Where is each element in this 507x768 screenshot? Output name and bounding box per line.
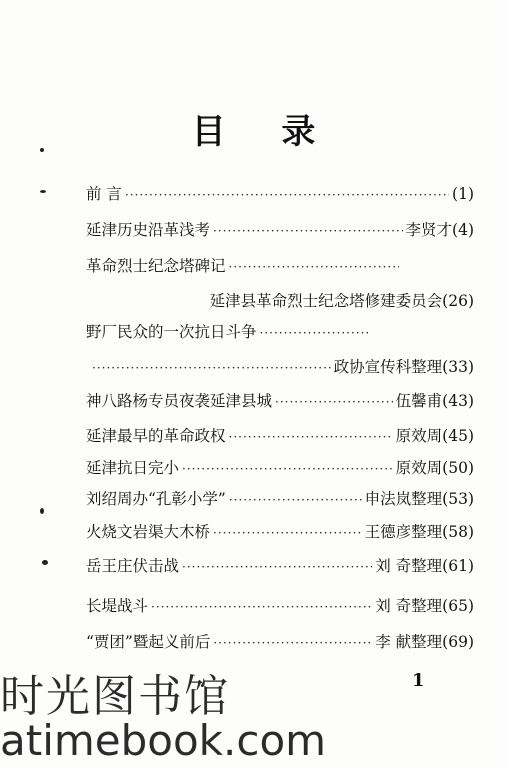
toc-entry-title: 延津抗日完小 <box>86 459 180 477</box>
scan-speck <box>40 190 46 193</box>
toc-entry <box>86 594 474 616</box>
toc-entry-title: 岳王庄伏击战 <box>86 557 180 575</box>
toc-entry <box>86 630 474 652</box>
leader-dots <box>125 188 449 202</box>
leader-dots <box>229 493 362 507</box>
toc-entry-title: 延津历史沿革浅考 <box>86 221 211 239</box>
scan-speck <box>40 148 44 152</box>
toc-entry-author: 刘 奇整理 <box>375 597 443 615</box>
toc-entry-page: (61) <box>442 557 474 575</box>
toc-entry-page: (65) <box>442 597 474 615</box>
toc-entry-page: (50) <box>442 459 474 477</box>
toc-entry-title: 长堤战斗 <box>86 597 149 615</box>
toc-entry-continuation <box>88 355 474 377</box>
toc-entry-page: (1) <box>452 185 474 203</box>
leader-dots <box>213 526 362 540</box>
toc-entry-title: 神八路杨专员夜袭延津县城 <box>86 392 273 410</box>
scan-speck <box>42 560 48 565</box>
toc-entry <box>86 424 474 446</box>
toc-entry-author: 刘 奇整理 <box>375 557 443 575</box>
leader-dots <box>182 560 372 574</box>
toc-entry-page: (53) <box>442 490 474 508</box>
toc-entry-author: 王德彦整理 <box>364 523 443 541</box>
toc-entry-title: 火烧文岩渠大木桥 <box>86 523 211 541</box>
leader-dots <box>182 462 393 476</box>
toc-entry <box>86 254 474 276</box>
leader-dots <box>151 600 372 614</box>
toc-entry-page: (33) <box>442 358 474 376</box>
toc-entry-author: 李 献整理 <box>375 633 443 651</box>
scan-speck <box>40 508 44 514</box>
page-title: 目 录 <box>191 112 338 152</box>
watermark-text: 时光图书馆 <box>0 671 230 722</box>
leader-dots <box>260 326 370 340</box>
toc-entry-page: (45) <box>442 427 474 445</box>
toc-entry-page: (26) <box>442 292 474 310</box>
toc-entry <box>86 554 474 576</box>
leader-dots <box>92 361 331 375</box>
leader-dots <box>229 430 393 444</box>
toc-entry-title: 前 言 <box>86 185 122 203</box>
toc-entry-title: 刘绍周办“孔彰小学” <box>86 490 226 508</box>
toc-entry-page: (4) <box>452 221 474 239</box>
toc-entry-author: 申法岚整理 <box>364 490 443 508</box>
toc-entry-page: (69) <box>442 633 474 651</box>
toc-entry-author: 政协宣传科整理 <box>333 358 443 376</box>
toc-entry <box>86 487 474 509</box>
leader-dots <box>275 395 393 409</box>
toc-entry <box>86 218 474 240</box>
toc-entry <box>86 456 474 478</box>
toc-entry-title: “贾团”暨起义前后 <box>86 633 211 651</box>
toc-entry-title: 野厂民众的一次抗日斗争 <box>86 323 257 341</box>
toc-entry-author: 李贤才 <box>405 221 453 239</box>
watermark-url: atimebook.com <box>0 716 327 765</box>
toc-entry <box>86 320 474 342</box>
leader-dots <box>213 636 372 650</box>
toc-entry-author: 原效周 <box>395 427 443 445</box>
toc-entry <box>86 182 474 204</box>
toc-entry-author: 原效周 <box>395 459 443 477</box>
toc-entry-title: 延津最早的革命政权 <box>86 427 226 445</box>
toc-entry-continuation <box>142 289 474 311</box>
toc-entry-page: (43) <box>442 392 474 410</box>
leader-dots <box>229 260 399 274</box>
toc-entry <box>86 520 474 542</box>
toc-entry-author: 延津县革命烈士纪念塔修建委员会 <box>209 292 443 310</box>
toc-entry-title: 革命烈士纪念塔碑记 <box>86 257 226 275</box>
page-number: 1 <box>412 670 425 691</box>
leader-dots <box>213 224 403 238</box>
toc-entry-author: 伍馨甫 <box>395 392 443 410</box>
toc-entry <box>86 389 474 411</box>
toc-entry-page: (58) <box>442 523 474 541</box>
